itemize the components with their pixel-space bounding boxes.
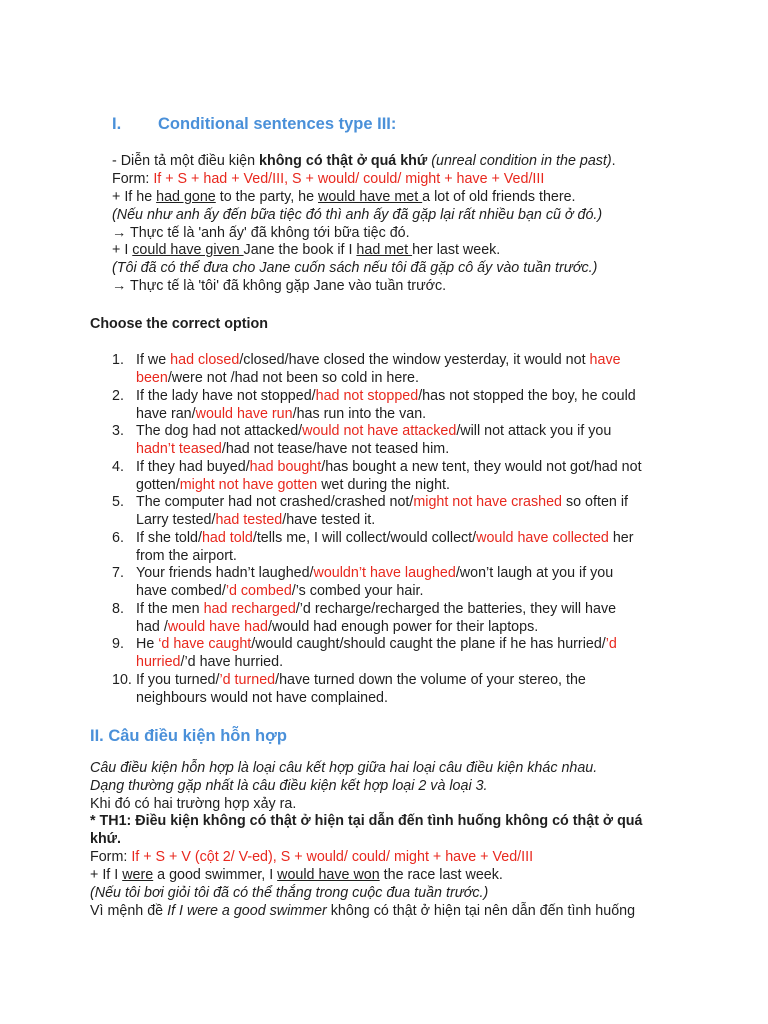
correct-answer: hadn’t teased (136, 441, 222, 457)
section2-intro-1: Câu điều kiện hỗn hợp là loại câu kết hợp giữa hai loại câu điều kiện khác nhau. (90, 760, 598, 776)
section2-explanation: Vì mệnh đề If I were a good swimmer không có thật ở hiện tại nên dẫn đến tình huống (90, 903, 636, 919)
option-text: from the airport. (136, 547, 237, 564)
option-text: /has not stopped the boy, he could (418, 387, 636, 404)
exercise-item-line (136, 582, 423, 600)
option-text: neighbours would not have complained. (136, 689, 388, 706)
exercise-item-line (136, 618, 538, 636)
exercise-item-line (136, 405, 426, 423)
exercise-item-line (136, 369, 419, 387)
option-text: The dog had not attacked/ (136, 423, 303, 439)
section2-form: Form: If + S + V (cột 2/ V-ed), S + would/ could/ might + have + Ved/III (90, 849, 534, 865)
exercise-item-line (136, 458, 642, 476)
correct-answer: would have had (167, 618, 268, 635)
correct-answer: ’d turned (219, 671, 276, 688)
option-text: /have tested it. (282, 512, 376, 528)
option-text: her (608, 529, 634, 546)
exercise-item-number: 10. (112, 671, 132, 688)
option-text: If the men (136, 600, 204, 617)
exercise-item-line (136, 564, 613, 582)
option-text: so often if (562, 494, 628, 510)
exercise-item-number: 9. (112, 636, 124, 652)
option-text: If they had buyed/ (136, 458, 250, 475)
th1-heading-line2: khứ. (90, 831, 122, 847)
correct-answer: might not have gotten (179, 476, 318, 493)
exercise-item-line (136, 422, 611, 440)
option-text: /tells me, I will collect/would collect/ (252, 529, 477, 546)
correct-answer: had bought (249, 458, 322, 475)
correct-answer: hurried (136, 654, 181, 670)
exercise-item-number: 7. (112, 565, 124, 581)
section2-intro-3: Khi đó có hai trường hợp xảy ra. (90, 796, 297, 812)
option-text: /would had enough power for their laptops. (267, 618, 539, 635)
exercise-item-line (136, 440, 449, 458)
correct-answer: would have collected (476, 529, 609, 546)
exercise-item-line (136, 600, 616, 618)
option-text: /won’t laugh at you if you (455, 565, 614, 581)
option-text: /were not /had not been so cold in here. (167, 370, 419, 386)
exercise-heading: Choose the correct option (90, 316, 268, 332)
section1-numeral: I. (112, 115, 122, 133)
exercise-item-line (136, 351, 621, 369)
exercise-item-line (136, 476, 450, 494)
exercise-item-line (136, 511, 375, 529)
option-text: /has run into the van. (292, 405, 427, 422)
exercise-item-line (136, 387, 636, 405)
exercise-item-line (136, 671, 586, 689)
correct-answer: ‘d have caught (158, 636, 252, 652)
option-text: /would caught/should caught the plane if he has hurried/ (251, 636, 606, 652)
exercise-item-line (136, 635, 617, 653)
section2-example: + If I were a good swimmer, I would have won the race last week. (90, 867, 503, 883)
option-text: The computer had not crashed/crashed not/ (136, 494, 414, 510)
section1-title: Conditional sentences type III: (158, 115, 397, 133)
section1-example1: + If he had gone to the party, he would have met a lot of old friends there. (112, 189, 576, 205)
th1-heading-line1: * TH1: Điều kiện không có thật ở hiện tại dẫn đến tình huống không có thật ở quá (90, 813, 643, 829)
section1-example2-fact: → Thực tế là 'tôi' đã không gặp Jane vào tuần trước. (112, 278, 447, 294)
option-text: Larry tested/ (136, 512, 216, 528)
correct-answer: had not stopped (315, 387, 419, 404)
correct-answer: would have run (195, 405, 293, 422)
option-text: If the lady have not stopped/ (136, 387, 316, 404)
option-text: /’s combed your hair. (291, 583, 424, 599)
option-text: /closed/have closed the window yesterday, it would not (239, 352, 590, 368)
correct-answer: had recharged (203, 600, 296, 617)
option-text: wet during the night. (317, 476, 450, 493)
exercise-item-line (136, 653, 283, 671)
correct-answer: would not have attacked (302, 423, 457, 439)
option-text: If we (136, 352, 171, 368)
correct-answer: had closed (170, 352, 240, 368)
exercise-item-number: 6. (112, 529, 124, 546)
section1-example1-fact: → Thực tế là 'anh ấy' đã không tới bữa tiệc đó. (112, 225, 410, 241)
option-text: have ran/ (136, 405, 196, 422)
option-text: /will not attack you if you (456, 423, 612, 439)
exercise-item-number: 1. (112, 352, 124, 368)
section1-example1-translation: (Nếu như anh ấy đến bữa tiệc đó thì anh ấy đã gặp lại rất nhiều bạn cũ ở đó.) (112, 207, 603, 223)
correct-answer: had told (201, 529, 253, 546)
exercise-item-number: 5. (112, 494, 124, 510)
exercise-item-number: 3. (112, 423, 124, 439)
section1-form: Form: If + S + had + Ved/III, S + would/ could/ might + have + Ved/III (112, 171, 545, 187)
option-text: Your friends hadn’t laughed/ (136, 565, 314, 581)
correct-answer: ’d (605, 636, 617, 652)
option-text: If you turned/ (136, 671, 220, 688)
option-text: had / (136, 618, 168, 635)
option-text: gotten/ (136, 476, 180, 493)
exercise-item-number: 4. (112, 458, 124, 475)
exercise-item-line (136, 689, 388, 707)
section2-title: II. Câu điều kiện hỗn hợp (90, 727, 287, 745)
exercise-item-number: 2. (112, 387, 124, 404)
option-text: have combed/ (136, 583, 226, 599)
exercise-item-number: 8. (112, 600, 124, 617)
exercise-item-line (136, 547, 237, 565)
exercise-item-line (136, 529, 634, 547)
correct-answer: ’d combed (225, 583, 292, 599)
option-text: He (136, 636, 159, 652)
correct-answer: might not have crashed (413, 494, 562, 510)
section1-example2: + I could have given Jane the book if I had met her last week. (112, 242, 501, 258)
correct-answer: been (136, 370, 168, 386)
option-text: If she told/ (136, 529, 202, 546)
exercise-item-line (136, 493, 628, 511)
option-text: /’d have hurried. (180, 654, 284, 670)
option-text: /have turned down the volume of your stereo, the (275, 671, 586, 688)
section1-example2-translation: (Tôi đã có thể đưa cho Jane cuốn sách nếu tôi đã gặp cô ấy vào tuần trước.) (112, 260, 598, 276)
section2-intro-2: Dạng thường gặp nhất là câu điều kiện kết hợp loại 2 và loại 3. (90, 778, 488, 794)
option-text: /has bought a new tent, they would not got/had not (321, 458, 642, 475)
correct-answer: wouldn’t have laughed (313, 565, 456, 581)
option-text: /’d recharge/recharged the batteries, they will have (295, 600, 617, 617)
option-text: /had not tease/have not teased him. (221, 441, 450, 457)
section2-example-translation: (Nếu tôi bơi giỏi tôi đã có thể thắng trong cuộc đua tuần trước.) (90, 885, 489, 901)
section1-description: - Diễn tả một điều kiện không có thật ở quá khứ (unreal condition in the past). (112, 153, 616, 169)
correct-answer: had tested (215, 512, 283, 528)
correct-answer: have (589, 352, 621, 368)
